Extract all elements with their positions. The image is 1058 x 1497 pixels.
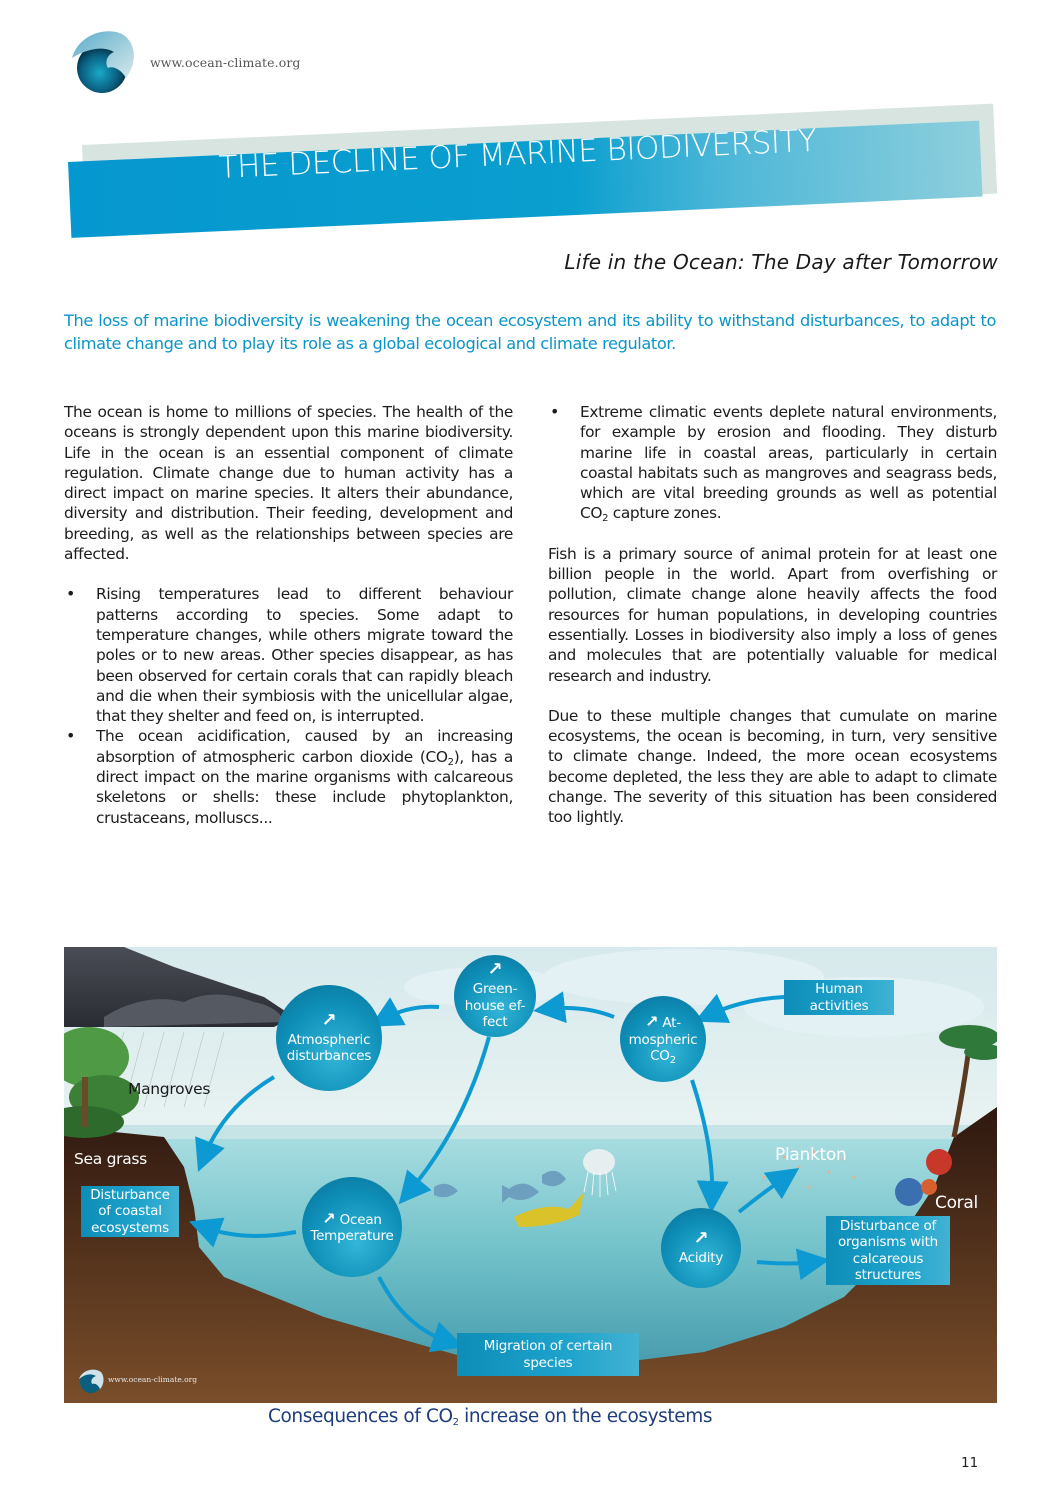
bullet-item	[64, 726, 513, 827]
box-text: Migration of certain	[483, 1338, 613, 1354]
atmospheric-co2-bubble	[620, 996, 706, 1082]
bullet-text-after: capture zones.	[608, 504, 722, 523]
lead-paragraph: The loss of marine biodiversity is weakening the ocean ecosystem and its ability to withstand disturbances, to adapt to climate change and to play its role as a global ecological and climate regulator.	[64, 311, 996, 353]
increase-arrow-icon: ↗	[487, 959, 503, 981]
wave-logo-icon	[64, 18, 144, 98]
increase-arrow-icon: ↗	[693, 1227, 709, 1249]
bullet-icon: •	[66, 726, 76, 746]
body-paragraph: Due to these multiple changes that cumulate on marine ecosystems, the ocean is becoming, in turn, very sensitive to climate change. Indeed, the more ocean ecosystems become depleted, the less they are able to adapt to climate change. The severity of this situation has been considered too lightly.	[548, 706, 997, 827]
bullet-icon: •	[550, 402, 560, 421]
bubble-text: house ef-	[464, 997, 526, 1014]
human-activities-box	[784, 980, 894, 1015]
plankton-label: Plankton	[775, 1145, 847, 1165]
bullet-list	[548, 402, 997, 524]
box-text: ecosystems	[91, 1219, 169, 1236]
coral-label: Coral	[935, 1193, 978, 1213]
box-text: Disturbance of	[839, 1217, 937, 1234]
bullet-list	[64, 584, 513, 828]
box-text: activities	[809, 997, 869, 1014]
acidity-bubble	[661, 1208, 741, 1288]
species-migration-box	[457, 1333, 639, 1376]
box-text: species	[523, 1354, 573, 1371]
bullet-text-after: ), has a direct impact on the marine organisms with calcareous skeletons or shells: these include phytoplankton, crustaceans, molluscs...	[96, 747, 513, 827]
caption-text-after: increase on the ecosystems	[458, 1406, 713, 1427]
left-column	[64, 402, 513, 848]
body-paragraph: Fish is a primary source of animal protein for at least one billion people in the world. Apart from overfishing or pollution, climate change alone heavily affects the food resources for human populations, in developing countries essentially. Losses in biodiversity also imply a loss of genes and molecules that are potentially valuable for medical research and industry.	[548, 544, 997, 685]
ocean-temperature-bubble	[302, 1177, 402, 1277]
co2-consequences-infographic	[64, 947, 997, 1403]
bubble-text: fect	[482, 1014, 508, 1031]
subscript: 2	[452, 1417, 459, 1428]
page-subtitle: Life in the Ocean: The Day after Tomorrow	[564, 250, 998, 274]
page-number: 11	[961, 1455, 979, 1471]
caption-text-before: Consequences of CO	[268, 1406, 453, 1427]
bubble-text: Acidity	[678, 1249, 724, 1266]
watermark-url: www.ocean-climate.org	[108, 1375, 198, 1384]
box-text: calcareous	[852, 1250, 924, 1267]
bullet-icon: •	[66, 584, 76, 604]
box-text: Disturbance	[90, 1186, 170, 1203]
bubble-text: Green-	[472, 981, 518, 998]
box-text: Human	[815, 981, 863, 997]
bullet-item	[548, 402, 997, 524]
site-url[interactable]: www.ocean-climate.org	[150, 55, 301, 70]
co2-text: CO	[650, 1048, 670, 1065]
arrow-acidity-to-calcareous	[757, 1262, 814, 1264]
subscript: 2	[447, 756, 454, 768]
subscript: 2	[602, 513, 609, 525]
increase-arrow-icon: ↗	[322, 1208, 336, 1228]
greenhouse-effect-bubble	[454, 955, 536, 1037]
bubble-text	[322, 1210, 382, 1229]
intro-paragraph: The ocean is home to millions of species. The health of the oceans is strongly dependent upon this marine biodiversity. Life in the ocean is an essential component of climate regulation. Climate change due to human activity has a direct impact on marine species. It alters their abundance, diversity and distribution. Their feeding, development and breeding, as well as the relationships between species are affected.	[64, 403, 513, 564]
box-text: structures	[854, 1267, 922, 1283]
mangroves-label: Mangroves	[128, 1080, 211, 1098]
bubble-text-line1: At-	[662, 1015, 681, 1032]
sea-grass-label: Sea grass	[74, 1150, 147, 1168]
coastal-ecosystems-box	[81, 1186, 179, 1237]
bubble-text-line3	[650, 1048, 676, 1065]
bullet-text-before: Extreme climatic events deplete natural environments, for example by erosion and flooding. They disturb marine life in coastal areas, particularly in certain coastal habitats such as mangroves and seagrass beds, which are vital breeding grounds as well as potential CO	[580, 403, 997, 523]
arrow-greenhouse-to-atmospheric	[384, 1007, 439, 1019]
bubble-text-line2: Temperature	[310, 1228, 394, 1244]
subscript: 2	[669, 1055, 676, 1067]
box-text: organisms with	[837, 1234, 939, 1250]
bullet-item	[64, 584, 513, 726]
sea-surface	[64, 1125, 997, 1139]
box-text: of coastal	[98, 1203, 162, 1220]
storm-cloud	[64, 947, 294, 1027]
right-column	[548, 402, 997, 848]
bubble-text-line1: Ocean	[339, 1211, 382, 1228]
bubble-text: disturbances	[286, 1048, 372, 1064]
watermark-logo-icon	[76, 1365, 106, 1395]
bubble-text: Atmospheric	[287, 1031, 371, 1048]
calcareous-organisms-box	[826, 1216, 950, 1285]
bullet-text-before: The ocean acidification, caused by an increasing absorption of atmospheric carbon dioxide (CO	[96, 727, 513, 766]
bullet-text: Rising temperatures lead to different behaviour patterns according to species. Some adapt to temperature changes, while others migrate toward the poles or to new areas. Other species disappear, as has been observed for certain corals that can rapidly bleach and die when their symbiosis with the unicellular algae, that they shelter and feed on, is interrupted.	[96, 585, 513, 726]
page-title: THE DECLINE OF MARINE BIODIVERSITY	[218, 122, 818, 186]
bubble-text-line2: mospheric	[628, 1031, 698, 1048]
arrow-co2-to-greenhouse	[549, 1008, 614, 1017]
increase-arrow-icon: ↗	[645, 1012, 659, 1032]
increase-arrow-icon: ↗	[321, 1009, 337, 1031]
figure-caption	[268, 1406, 712, 1427]
bubble-text	[645, 1013, 681, 1032]
ocean-climate-logo	[64, 18, 144, 98]
atmospheric-disturbances-bubble	[276, 985, 382, 1091]
